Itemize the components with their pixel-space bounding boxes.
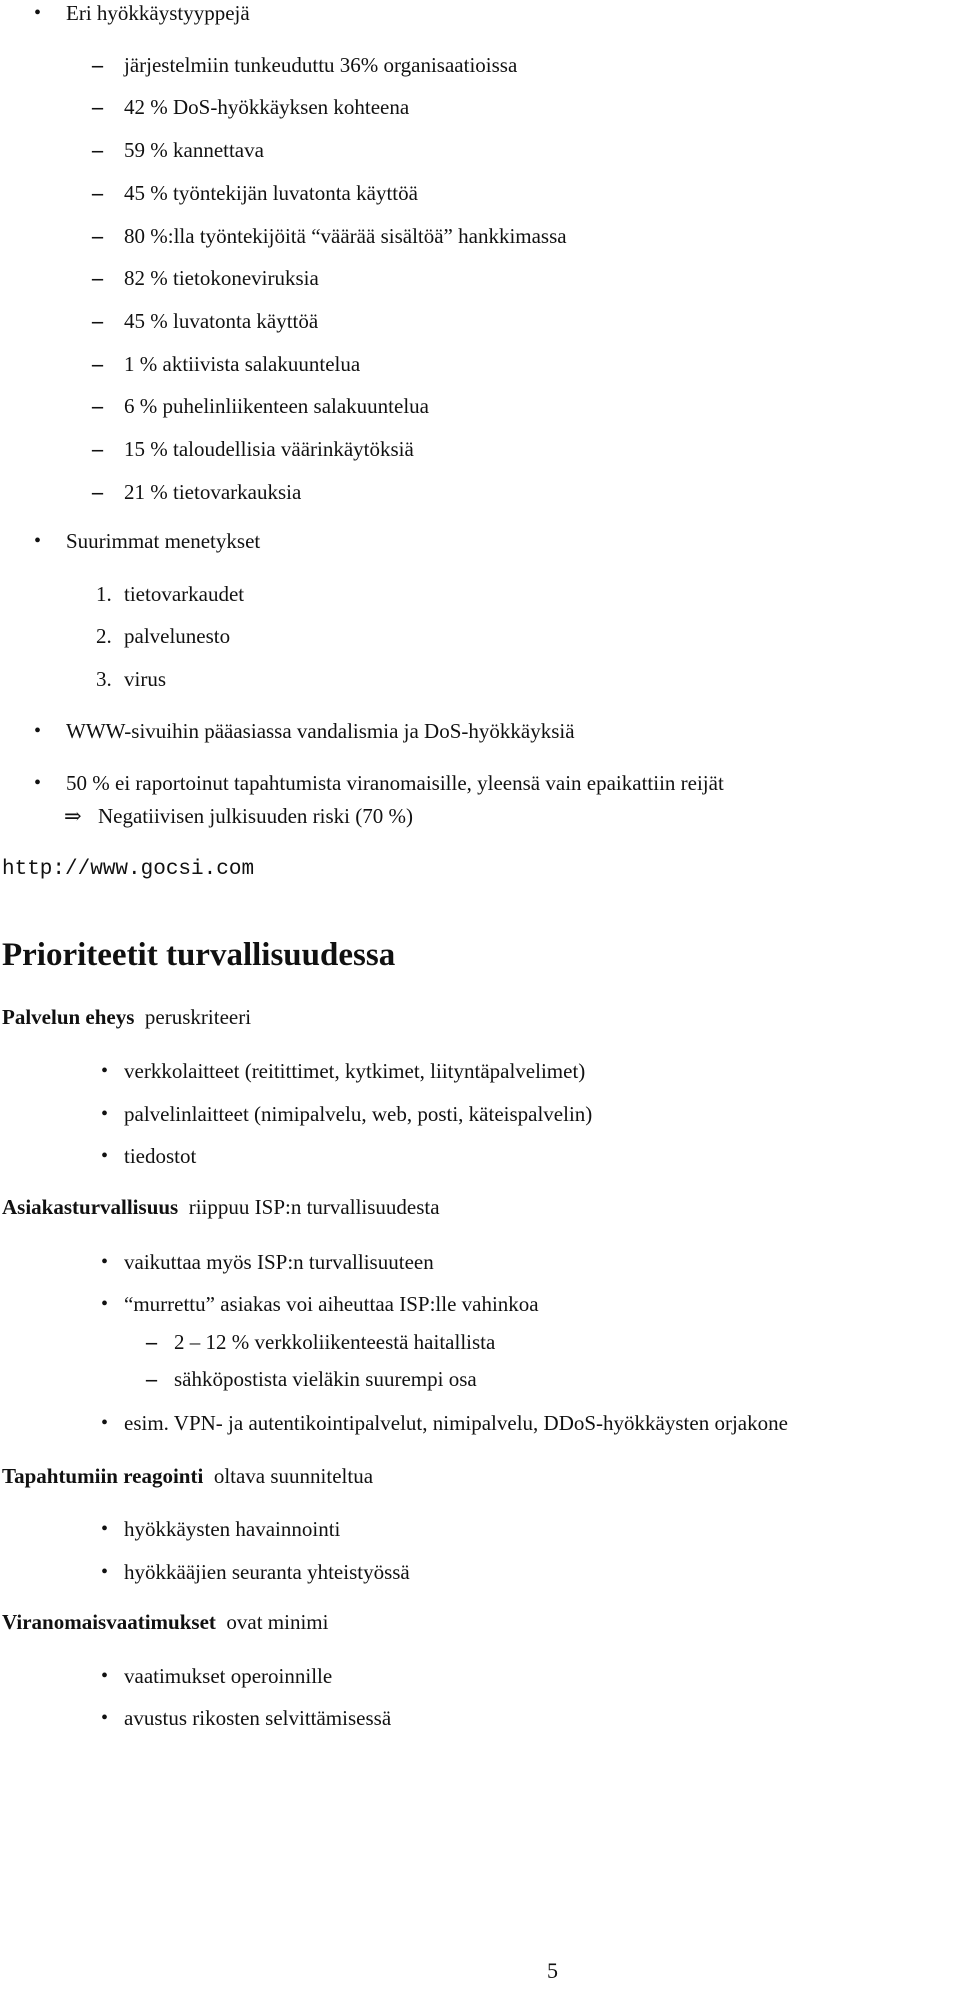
sub-list-item: sähköpostista vieläkin suurempi osa <box>174 1367 477 1391</box>
bullet-icon: • <box>34 772 42 794</box>
list-item: verkkolaitteet (reitittimet, kytkimet, liityntäpalvelimet) <box>124 1059 586 1083</box>
ordered-number: 3. <box>96 667 112 691</box>
bullet-icon: • <box>101 1518 109 1540</box>
section-title: Prioriteetit turvallisuudessa <box>2 937 396 973</box>
list-item: hyökkääjien seuranta yhteistyössä <box>124 1560 410 1584</box>
sub-list-item: 80 %:lla työntekijöitä “väärää sisältöä” hankkimassa <box>124 224 567 248</box>
sub-list-item: 42 % DoS-hyökkäyksen kohteena <box>124 95 410 119</box>
bullet-icon: • <box>101 1145 109 1167</box>
dash-icon: – <box>92 436 103 461</box>
ordered-item: virus <box>124 667 166 691</box>
term-description: riippuu ISP:n turvallisuudesta <box>188 1195 440 1219</box>
bullet-icon: • <box>101 1293 109 1315</box>
list-item-www: WWW-sivuihin pääasiassa vandalismia ja DoS-hyökkäyksiä <box>66 719 575 743</box>
sub-list-item: 59 % kannettava <box>124 138 264 162</box>
sub-list-item: järjestelmiin tunkeuduttu 36% organisaatioissa <box>124 53 518 77</box>
term-row <box>2 1004 251 1030</box>
list-item-unreported: 50 % ei raportoinut tapahtumista viranomaisille, yleensä vain epaikattiin reijät <box>66 771 724 795</box>
sub-list-item: 2 – 12 % verkkoliikenteestä haitallista <box>174 1330 496 1354</box>
bullet-icon: • <box>101 1561 109 1583</box>
bullet-icon: • <box>101 1251 109 1273</box>
source-url: http://www.gocsi.com <box>2 858 255 881</box>
term-description: oltava suunniteltua <box>213 1464 374 1488</box>
term-label: Tapahtumiin reagointi <box>2 1464 204 1488</box>
sub-list-item: 15 % taloudellisia väärinkäytöksiä <box>124 437 414 461</box>
ordered-number: 1. <box>96 582 112 606</box>
ordered-item: tietovarkaudet <box>124 582 245 606</box>
dash-icon: – <box>146 1366 157 1391</box>
implies-text: Negatiivisen julkisuuden riski (70 %) <box>98 804 413 828</box>
sub-list-item: 6 % puhelinliikenteen salakuuntelua <box>124 394 429 418</box>
term-row <box>2 1609 328 1635</box>
list-item-attack-types: Eri hyökkäystyyppejä <box>66 1 250 25</box>
sub-list-item: 82 % tietokoneviruksia <box>124 266 319 290</box>
dash-icon: – <box>92 94 103 119</box>
list-item: hyökkäysten havainnointi <box>124 1517 341 1541</box>
bullet-icon: • <box>101 1103 109 1125</box>
bullet-icon: • <box>101 1707 109 1729</box>
sub-list-item: 45 % työntekijän luvatonta käyttöä <box>124 181 418 205</box>
page-number: 5 <box>547 1958 558 1983</box>
dash-icon: – <box>92 479 103 504</box>
list-item: vaikuttaa myös ISP:n turvallisuuteen <box>124 1250 434 1274</box>
term-label: Viranomaisvaatimukset <box>2 1610 216 1634</box>
dash-icon: – <box>92 137 103 162</box>
bullet-icon: • <box>34 530 42 552</box>
list-item: tiedostot <box>124 1144 197 1168</box>
bullet-icon: • <box>101 1665 109 1687</box>
term-row <box>2 1463 373 1489</box>
bullet-icon: • <box>34 2 42 24</box>
dash-icon: – <box>92 308 103 333</box>
list-item: “murrettu” asiakas voi aiheuttaa ISP:lle vahinkoa <box>124 1292 539 1316</box>
bullet-icon: • <box>34 720 42 742</box>
dash-icon: – <box>92 393 103 418</box>
implies-arrow-icon: ⇒ <box>64 804 82 828</box>
ordered-item: palvelunesto <box>124 624 231 648</box>
sub-list-item: 45 % luvatonta käyttöä <box>124 309 319 333</box>
sub-list-item: 21 % tietovarkauksia <box>124 480 302 504</box>
ordered-number: 2. <box>96 624 112 648</box>
list-item: esim. VPN- ja autentikointipalvelut, nimipalvelu, DDoS-hyökkäysten orjakone <box>124 1411 788 1435</box>
list-item: vaatimukset operoinnille <box>124 1664 333 1688</box>
dash-icon: – <box>92 180 103 205</box>
sub-list-item: 1 % aktiivista salakuuntelua <box>124 352 361 376</box>
term-label: Asiakasturvallisuus <box>2 1195 179 1219</box>
dash-icon: – <box>92 351 103 376</box>
bullet-icon: • <box>101 1060 109 1082</box>
term-description: peruskriteeri <box>144 1005 252 1029</box>
dash-icon: – <box>92 52 103 77</box>
dash-icon: – <box>92 265 103 290</box>
term-label: Palvelun eheys <box>2 1005 135 1029</box>
term-description: ovat minimi <box>226 1610 329 1634</box>
bullet-icon: • <box>101 1412 109 1434</box>
list-item: avustus rikosten selvittämisessä <box>124 1706 392 1730</box>
list-item: palvelinlaitteet (nimipalvelu, web, posti, käteispalvelin) <box>124 1102 593 1126</box>
list-item-largest-losses: Suurimmat menetykset <box>66 529 261 553</box>
term-row <box>2 1194 440 1220</box>
dash-icon: – <box>146 1329 157 1354</box>
dash-icon: – <box>92 223 103 248</box>
